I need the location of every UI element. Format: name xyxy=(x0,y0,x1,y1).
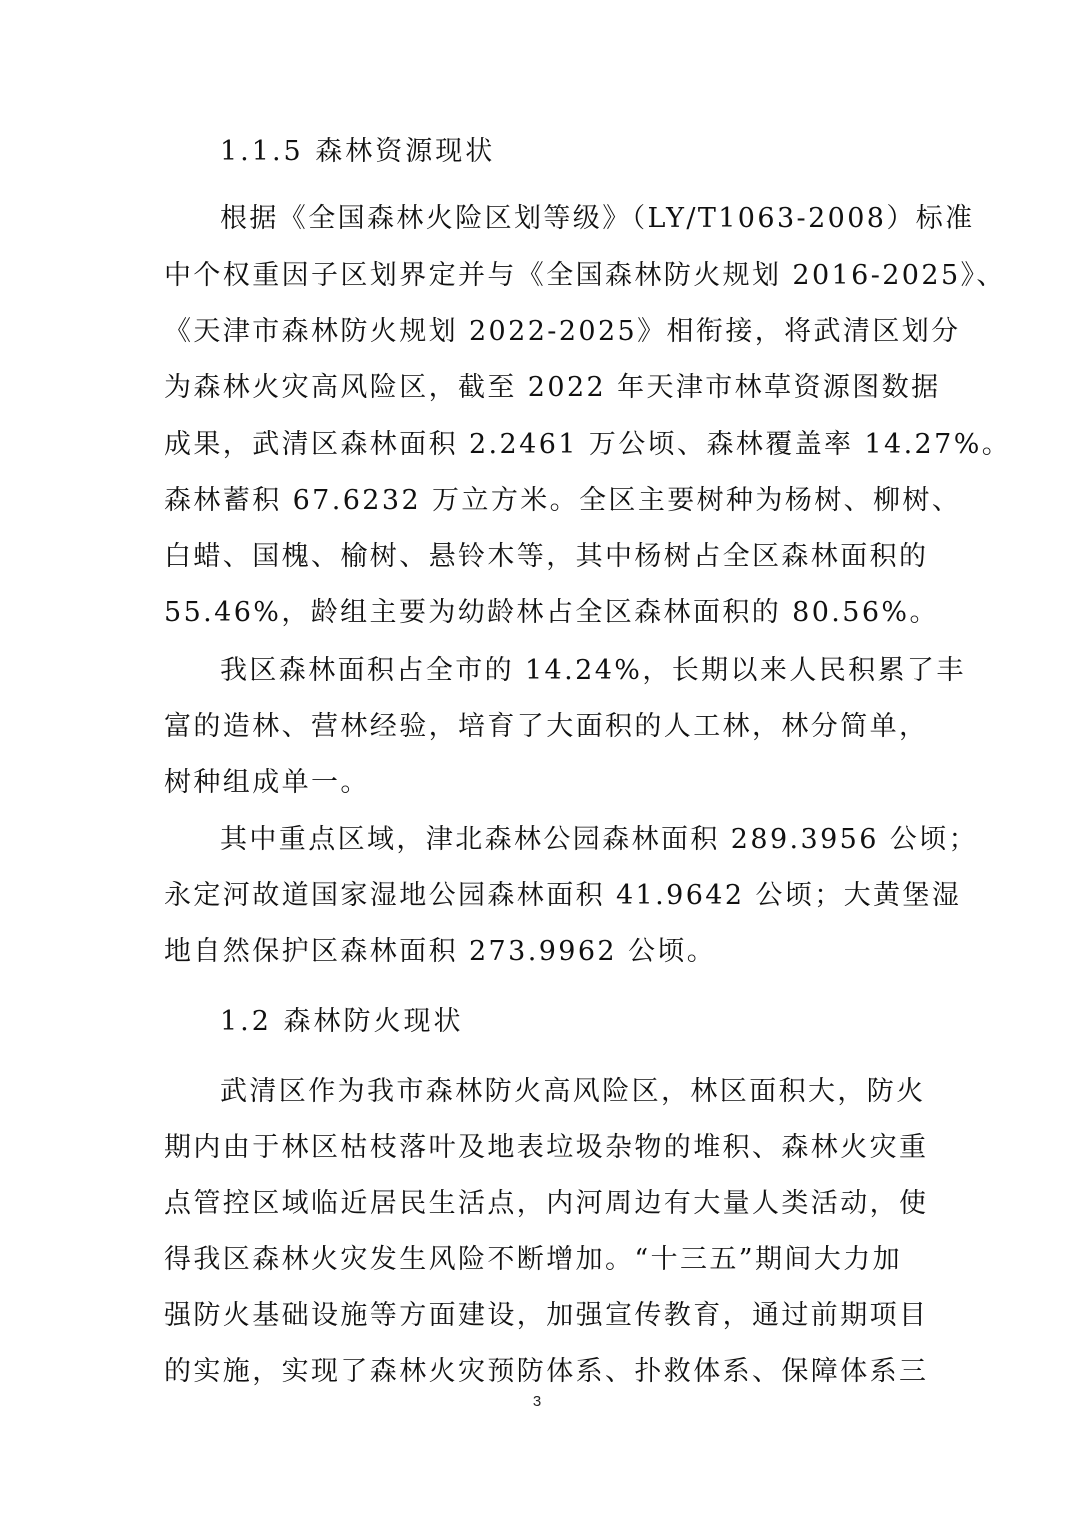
text-line: 为森林火灾高风险区，截至 2022 年天津市林草资源图数据 xyxy=(164,372,941,403)
text-line: 永定河故道国家湿地公园森林面积 41.9642 公顷；大黄堡湿 xyxy=(164,880,962,911)
text-line: 《天津市森林防火规划 2022-2025》相衔接，将武清区划分 xyxy=(164,316,961,347)
text-line: 点管控区域临近居民生活点，内河周边有大量人类活动，使 xyxy=(164,1188,929,1219)
text-line: 强防火基础设施等方面建设，加强宣传教育，通过前期项目 xyxy=(164,1300,929,1331)
text-line: 树种组成单一。 xyxy=(164,767,370,798)
text-line: 中个权重因子区划界定并与《全国森林防火规划 2016-2025》、 xyxy=(164,260,1006,291)
text-line: 得我区森林火灾发生风险不断增加。“十三五”期间大力加 xyxy=(164,1244,903,1275)
text-line: 富的造林、营林经验，培育了大面积的人工林，林分简单， xyxy=(164,711,929,742)
text-line: 我区森林面积占全市的 14.24%，长期以来人民积累了丰 xyxy=(220,655,966,686)
text-line: 森林蓄积 67.6232 万立方米。全区主要树种为杨树、柳树、 xyxy=(164,485,962,516)
text-line: 其中重点区域，津北森林公园森林面积 289.3956 公顷； xyxy=(220,824,978,855)
section-heading-1-2: 1.2 森林防火现状 xyxy=(220,1006,464,1037)
page-number: 3 xyxy=(532,1393,542,1410)
text-line: 期内由于林区枯枝落叶及地表垃圾杂物的堆积、森林火灾重 xyxy=(164,1132,929,1163)
text-line: 地自然保护区森林面积 273.9962 公顷。 xyxy=(164,936,717,967)
text-line: 白蜡、国槐、榆树、悬铃木等，其中杨树占全区森林面积的 xyxy=(164,541,929,572)
text-line: 成果，武清区森林面积 2.2461 万公顷、森林覆盖率 14.27%。 xyxy=(164,429,1012,460)
text-line: 55.46%，龄组主要为幼龄林占全区森林面积的 80.56%。 xyxy=(164,597,939,628)
text-line: 根据《全国森林火险区划等级》（LY/T1063-2008）标准 xyxy=(220,203,975,234)
section-heading-1-1-5: 1.1.5 森林资源现状 xyxy=(220,136,496,167)
text-line: 的实施，实现了森林火灾预防体系、扑救体系、保障体系三 xyxy=(164,1356,929,1387)
text-line: 武清区作为我市森林防火高风险区，林区面积大，防火 xyxy=(220,1076,926,1107)
